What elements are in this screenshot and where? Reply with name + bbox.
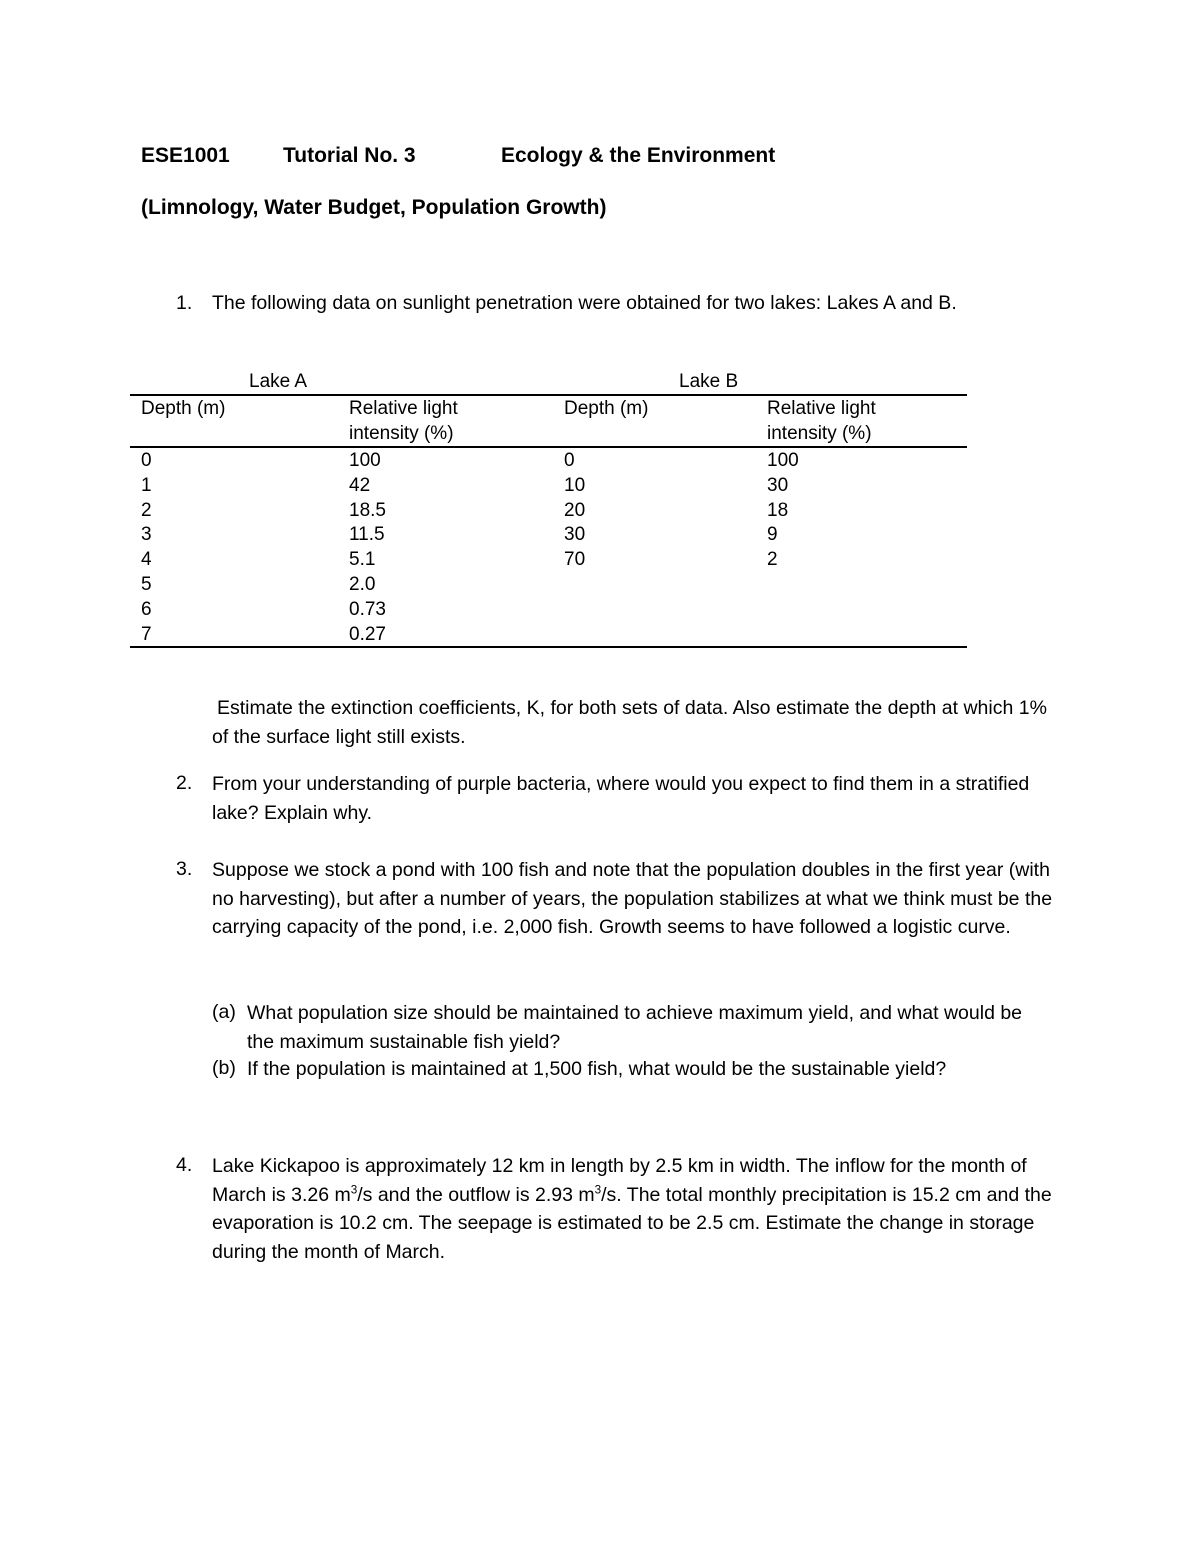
lake-b-depth-header: Depth (m) xyxy=(564,398,649,419)
tutorial-topic: Ecology & the Environment xyxy=(501,144,776,167)
lake-a-intensity-header-line2: intensity (%) xyxy=(349,423,454,444)
lake-b-depth-cell: 30 xyxy=(564,524,586,546)
question-3a-label: (a) xyxy=(212,1001,236,1023)
question-3a-text: What population size should be maintained to achieve maximum yield, and what would be the maximum sustainable fish yield? xyxy=(247,1002,1023,1053)
lake-a-depth-cell: 0 xyxy=(141,450,152,471)
question-1-number: 1. xyxy=(176,292,193,314)
question-3b-text: If the population is maintained at 1,500 fish, what would be the sustainable yield? xyxy=(247,1058,947,1080)
lake-a-title: Lake A xyxy=(249,371,308,392)
question-3b-label: (b) xyxy=(212,1057,236,1079)
tutorial-subtitle: (Limnology, Water Budget, Population Growth) xyxy=(141,196,607,219)
lake-a-depth-cell: 2 xyxy=(141,499,152,521)
lake-b-intensity-cell: 9 xyxy=(767,524,778,546)
lake-a-intensity-cell: 11.5 xyxy=(349,524,385,546)
lake-a-intensity-cell: 18.5 xyxy=(349,499,386,521)
lake-a-intensity-cell: 100 xyxy=(349,450,381,471)
lake-b-intensity-header-line1: Relative light xyxy=(767,398,876,419)
lake-a-depth-cell: 1 xyxy=(141,474,152,496)
lake-a-intensity-cell: 42 xyxy=(349,474,371,496)
question-4-number: 4. xyxy=(176,1154,193,1176)
lake-b-intensity-cell: 2 xyxy=(767,549,778,571)
lake-a-depth-cell: 3 xyxy=(141,524,152,546)
table-top-rule xyxy=(130,394,967,396)
lake-b-depth-cell: 0 xyxy=(564,450,575,471)
lake-b-depth-cell: 10 xyxy=(564,474,586,496)
lake-a-depth-cell: 4 xyxy=(141,549,152,571)
lake-a-intensity-cell: 0.27 xyxy=(349,623,386,645)
lake-a-depth-cell: 5 xyxy=(141,574,152,595)
question-2-text: From your understanding of purple bacteria, where would you expect to find them in a stratified lake? Explain why. xyxy=(212,773,1030,824)
lake-a-depth-cell: 6 xyxy=(141,598,152,620)
lake-a-intensity-cell: 5.1 xyxy=(349,549,376,571)
lake-a-depth-cell: 7 xyxy=(141,623,152,645)
course-code: ESE1001 xyxy=(141,144,230,167)
table-header-rule xyxy=(130,446,967,448)
question-1-followup: Estimate the extinction coefficients, K, for both sets of data. Also estimate the depth at which 1% of the surface light still exists. xyxy=(212,697,1047,748)
tutorial-number: Tutorial No. 3 xyxy=(283,144,416,167)
table-bottom-rule xyxy=(130,646,967,648)
lake-b-intensity-cell: 100 xyxy=(767,450,799,471)
lake-a-intensity-cell: 2.0 xyxy=(349,574,376,595)
lake-b-title: Lake B xyxy=(679,371,739,392)
lake-b-intensity-header-line2: intensity (%) xyxy=(767,423,872,444)
question-1-text: The following data on sunlight penetration were obtained for two lakes: Lakes A and B. xyxy=(212,292,957,314)
lake-a-depth-header: Depth (m) xyxy=(141,398,226,419)
question-2-number: 2. xyxy=(176,772,193,794)
lake-a-intensity-cell: 0.73 xyxy=(349,598,386,620)
lake-b-depth-cell: 20 xyxy=(564,499,586,521)
question-3-number: 3. xyxy=(176,858,193,880)
lake-b-depth-cell: 70 xyxy=(564,549,586,571)
question-4-text: Lake Kickapoo is approximately 12 km in length by 2.5 km in width. The inflow for the month of March is 3.26 $m^3/s$ and the outflow is 2.93 $m^3/s$. The total monthly precipitation is 15.2 cm and the evaporation is 10.2 cm. The seepage is estimated to be 2.5 cm. Estimate the change in storage during the month of March. xyxy=(212,1155,1052,1263)
question-3-text: Suppose we stock a pond with 100 fish and note that the population doubles in the first year (with no harvesting), but after a number of years, the population stabilizes at what we think must be the carrying capacity of the pond, i.e. 2,000 fish. Growth seems to have followed a logistic curve. xyxy=(212,859,1053,938)
lake-b-intensity-cell: 30 xyxy=(767,474,789,496)
lake-b-intensity-cell: 18 xyxy=(767,499,789,521)
lake-a-intensity-header-line1: Relative light xyxy=(349,398,458,419)
